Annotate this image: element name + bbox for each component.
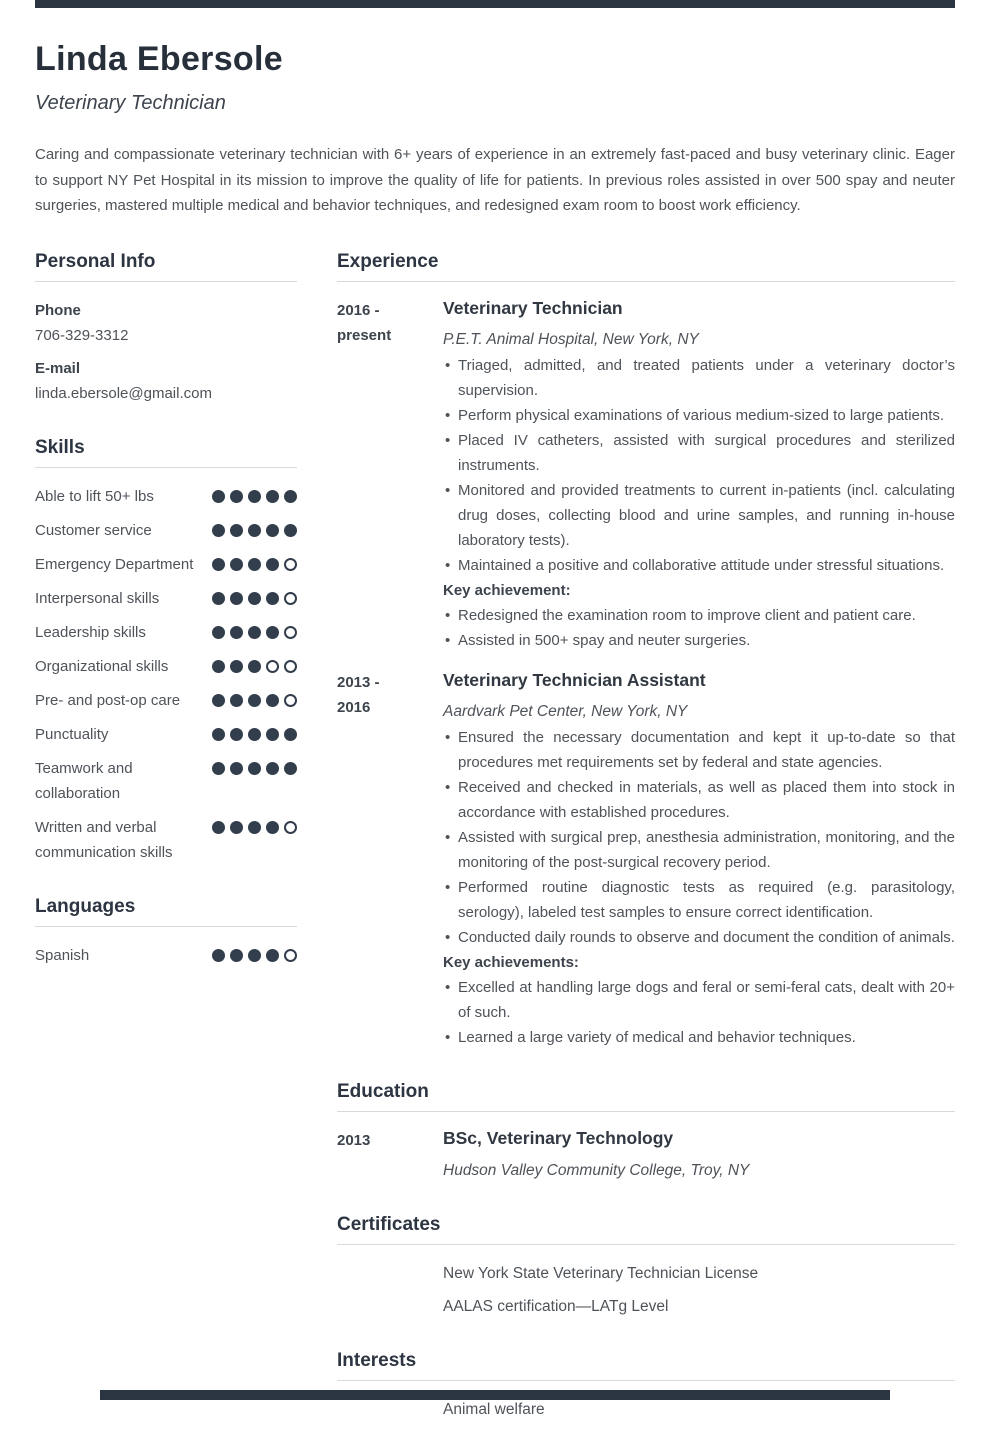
rating-dots [212,626,297,639]
skills-header [35,437,297,468]
rating-dot-filled [266,728,279,741]
skill-row [35,620,297,645]
rated-label: Customer service [35,521,152,539]
rating-dot-filled [266,558,279,571]
rated-label: Teamwork and collaboration [35,759,133,802]
job-date-line2: 2016 [337,698,371,716]
summary-paragraph: Caring and compassionate veterinary technician with 6+ years of experience in an extremely fast-paced and busy veterinary clinic. Eager to support NY Pet Hospital in its mission to improve the quality of life for patients. In previous roles assisted in over 500 spay and neuter surgeries, mastered multiple medical and behavior techniques, and redesigned exam room to boost work efficiency. [35,146,955,214]
experience-section [337,251,955,1050]
education-school: Hudson Valley Community College, Troy, NY [443,1161,750,1179]
rating-dot-filled [230,592,243,605]
top-accent-bar [35,0,955,8]
rating-dot-filled [284,728,297,741]
rated-label: Punctuality [35,725,109,743]
rating-dot-empty [284,558,297,571]
rating-dot-filled [230,490,243,503]
education-heading: Education [337,1080,429,1102]
bullet-item: • Redesigned the examination room to improve client and patient care. [443,603,955,628]
rating-dot-filled [212,524,225,537]
education-list [337,1128,955,1183]
personal-info-section [35,251,297,406]
rating-dot-filled [230,558,243,571]
education-entry [337,1128,955,1183]
job-bullets [443,353,955,578]
rating-dot-filled [212,949,225,962]
contact-value: 706-329-3312 [35,326,129,344]
rating-dot-empty [266,660,279,673]
rating-dots [212,694,297,707]
rating-dot-filled [266,626,279,639]
rating-dot-filled [284,524,297,537]
rated-label: Able to lift 50+ lbs [35,487,154,505]
rating-dots [212,592,297,605]
contact-label: Phone [35,301,81,319]
languages-heading: Languages [35,895,136,917]
bullet-item: • Learned a large variety of medical and behavior techniques. [443,1025,955,1050]
bullet-item: • Ensured the necessary documentation and kept it up-to-date so that procedures met requirements set by federal and state agencies. [443,725,955,775]
skill-row [35,756,297,806]
job-title: Veterinary Technician [443,297,623,318]
person-name: Linda Ebersole [35,40,283,78]
skills-heading: Skills [35,436,85,458]
bullet-item: • Assisted in 500+ spay and neuter surgeries. [443,628,955,653]
education-body [443,1128,955,1183]
rating-dot-filled [266,694,279,707]
rated-label: Organizational skills [35,657,169,675]
skill-row [35,654,297,679]
rating-dot-empty [284,660,297,673]
rating-dots [212,660,297,673]
contact-item [35,356,297,406]
certificates-heading: Certificates [337,1213,441,1235]
experience-heading: Experience [337,250,439,272]
rating-dot-filled [230,660,243,673]
jobs-list [337,298,955,1050]
job-dates [337,670,443,1050]
rating-dot-filled [266,524,279,537]
education-date: 2013 [337,1131,371,1149]
bottom-accent-bar [100,1390,890,1400]
contact-label: E-mail [35,359,81,377]
job-bullets [443,725,955,950]
certificate-item: New York State Veterinary Technician License [443,1264,759,1282]
personal-info-heading: Personal Info [35,250,156,272]
job-company: P.E.T. Animal Hospital, New York, NY [443,330,699,348]
rating-dot-filled [212,592,225,605]
education-section [337,1081,955,1183]
skill-row [35,518,297,543]
rating-dot-empty [284,694,297,707]
bullet-item: • Maintained a positive and collaborative attitude under stressful situations. [443,553,955,578]
skill-row [35,815,297,865]
bullet-item: • Perform physical examinations of various medium-sized to large patients. [443,403,955,428]
interests-header [337,1350,955,1381]
rating-dot-filled [230,821,243,834]
bullet-item: • Triaged, admitted, and treated patients under a veterinary doctor’s supervision. [443,353,955,403]
rating-dot-filled [248,626,261,639]
rating-dot-filled [248,592,261,605]
rating-dot-filled [248,949,261,962]
skill-row [35,586,297,611]
skill-row [35,484,297,509]
rating-dot-filled [266,949,279,962]
skill-row [35,722,297,747]
rating-dot-filled [248,524,261,537]
rating-dot-empty [284,949,297,962]
rating-dot-filled [266,762,279,775]
rating-dot-filled [248,821,261,834]
job-date-line2: present [337,326,392,344]
rating-dot-filled [266,821,279,834]
rated-label: Spanish [35,946,90,964]
contact-item [35,298,297,348]
bullet-item: • Monitored and provided treatments to current in-patients (incl. calculating drug doses, collecting blood and urine samples, and running in-house laboratory tests). [443,478,955,553]
job-title: Veterinary Technician Assistant [443,669,706,690]
job-entry [337,298,955,653]
rated-label: Leadership skills [35,623,146,641]
education-header [337,1081,955,1112]
experience-header [337,251,955,282]
rating-dot-filled [230,524,243,537]
rating-dot-empty [284,821,297,834]
rating-dot-filled [212,694,225,707]
rating-dots [212,728,297,741]
interest-item: Animal welfare [443,1400,545,1418]
rating-dots [212,949,297,962]
key-achievement-heading: Key achievements: [443,953,579,971]
rating-dots [212,558,297,571]
skill-row [35,688,297,713]
rating-dot-filled [212,660,225,673]
rating-dot-filled [248,728,261,741]
key-bullets [443,603,955,653]
rated-label: Emergency Department [35,555,194,573]
bullet-item: • Assisted with surgical prep, anesthesia administration, monitoring, and the monitoring of the post-surgical recovery period. [443,825,955,875]
key-bullets [443,975,955,1050]
interests-list [443,1397,955,1422]
rating-dot-filled [266,592,279,605]
rating-dot-filled [248,660,261,673]
rated-label: Interpersonal skills [35,589,160,607]
rating-dots [212,490,297,503]
contact-value: linda.ebersole@gmail.com [35,384,212,402]
job-date-line1: 2013 - [337,673,380,691]
interests-heading: Interests [337,1349,417,1371]
rating-dot-filled [230,762,243,775]
certificates-list [443,1261,955,1319]
rating-dot-empty [284,626,297,639]
rating-dot-filled [248,490,261,503]
rating-dot-filled [212,821,225,834]
personal-info-header [35,251,297,282]
rating-dot-filled [212,728,225,741]
rating-dot-filled [266,490,279,503]
job-dates [337,298,443,653]
job-body [443,298,955,653]
person-job-title: Veterinary Technician [35,92,226,114]
language-row [35,943,297,968]
rating-dot-filled [248,694,261,707]
rating-dot-filled [284,490,297,503]
bullet-item: • Performed routine diagnostic tests as required (e.g. parasitology, serology), labeled test samples to ensure correct identification. [443,875,955,925]
rated-label: Written and verbal communication skills [35,818,173,861]
rating-dot-filled [248,762,261,775]
rating-dot-filled [212,762,225,775]
rating-dot-filled [230,949,243,962]
rating-dot-filled [212,558,225,571]
resume-header [35,39,955,219]
rated-label: Pre- and post-op care [35,691,181,709]
certificate-item: AALAS certification—LATg Level [443,1297,669,1315]
rating-dot-filled [230,728,243,741]
certificates-header [337,1214,955,1245]
languages-header [35,896,297,927]
job-company: Aardvark Pet Center, New York, NY [443,702,688,720]
bullet-item: • Conducted daily rounds to observe and document the condition of animals. [443,925,955,950]
bullet-item: • Placed IV catheters, assisted with surgical procedures and sterilized instruments. [443,428,955,478]
languages-section [35,896,297,968]
bullet-item: • Received and checked in materials, as well as placed them into stock in accordance with established procedures. [443,775,955,825]
personal-info-list [35,298,297,406]
rating-dot-filled [212,490,225,503]
skill-row [35,552,297,577]
skills-section [35,437,297,865]
rating-dots [212,524,297,537]
bullet-item: • Excelled at handling large dogs and feral or semi-feral cats, dealt with 20+ of such. [443,975,955,1025]
rating-dots [212,762,297,775]
rating-dot-filled [248,558,261,571]
rating-dot-filled [212,626,225,639]
job-body [443,670,955,1050]
certificates-section [337,1214,955,1319]
education-degree: BSc, Veterinary Technology [443,1127,674,1148]
key-achievement-heading: Key achievement: [443,581,571,599]
languages-list [35,943,297,968]
rating-dot-filled [230,626,243,639]
rating-dot-filled [284,762,297,775]
resume-columns [35,251,955,1453]
sidebar-column [35,251,297,1453]
job-date-line1: 2016 - [337,301,380,319]
skills-list [35,484,297,865]
job-entry [337,670,955,1050]
rating-dot-empty [284,592,297,605]
rating-dots [212,821,297,834]
rating-dot-filled [230,694,243,707]
interests-section [337,1350,955,1422]
main-column [337,251,955,1453]
